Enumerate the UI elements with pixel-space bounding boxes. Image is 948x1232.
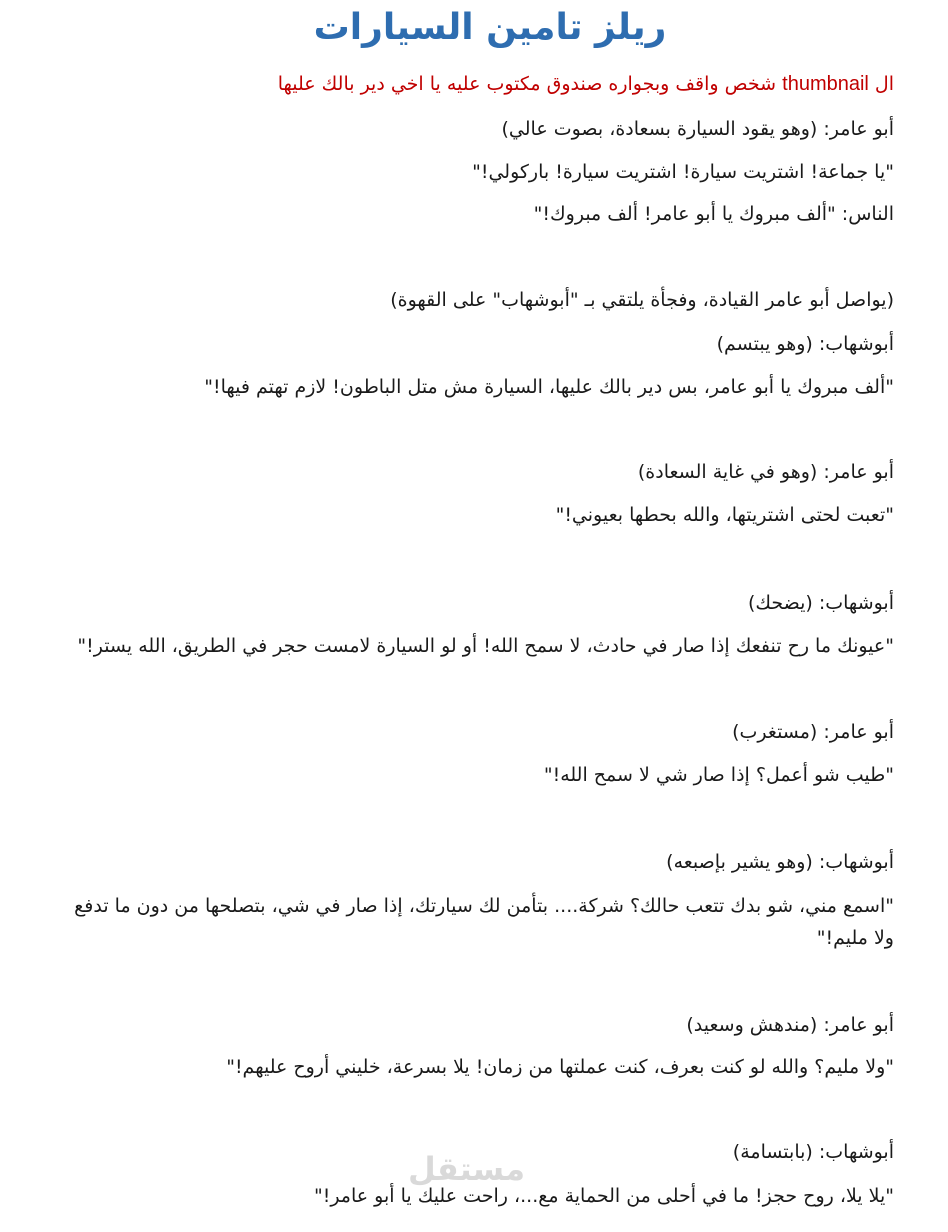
script-line: "طيب شو أعمل؟ إذا صار شي لا سمح الله!"	[543, 764, 894, 786]
script-line: "تعبت لحتى اشتريتها، والله بحطها بعيوني!"	[555, 504, 894, 526]
script-line: "ألف مبروك يا أبو عامر، بس دير بالك عليها، السيارة مش متل الباطون! لازم تهتم فيها!"	[204, 376, 894, 398]
thumbnail-note-prefix: ال	[874, 73, 894, 95]
script-line: (يواصل أبو عامر القيادة، وفجأة يلتقي بـ "أبوشهاب" على القهوة)	[390, 289, 894, 311]
thumbnail-note-latin: thumbnail	[782, 73, 869, 95]
script-line: أبوشهاب: (وهو يبتسم)	[716, 333, 894, 355]
script-line: "يا جماعة! اشتريت سيارة! اشتريت سيارة! باركولي!"	[472, 161, 894, 183]
script-line: أبو عامر: (وهو في غاية السعادة)	[637, 461, 894, 483]
thumbnail-note-text: شخص واقف وبجواره صندوق مكتوب عليه يا اخي دير بالك عليها	[277, 73, 777, 95]
script-line: أبو عامر: (مستغرب)	[732, 721, 894, 743]
document-title: ريلز تامين السيارات	[313, 7, 667, 48]
script-line: "اسمع مني، شو بدك تتعب حالك؟ شركة.... بتأمن لك سيارتك، إذا صار في شي، بتصلحها من دون ما تدفع ولا مليم!"	[74, 895, 894, 949]
watermark-text: مستقل	[408, 1150, 526, 1188]
script-line: "عيونك ما رح تنفعك إذا صار في حادث، لا سمح الله! أو لو السيارة لامست حجر في الطريق، الله يستر!"	[77, 635, 894, 657]
script-line: أبو عامر: (وهو يقود السيارة بسعادة، بصوت عالي)	[501, 118, 894, 140]
script-line: "ولا مليم؟ والله لو كنت بعرف، كنت عملتها من زمان! يلا بسرعة، خليني أروح عليهم!"	[226, 1056, 894, 1078]
script-line: أبوشهاب: (بابتسامة)	[732, 1141, 894, 1163]
thumbnail-note	[278, 69, 894, 99]
script-line: أبو عامر: (مندهش وسعيد)	[686, 1014, 894, 1036]
script-line: "يلا يلا، روح حجز! ما في أحلى من الحماية مع...، راحت عليك يا أبو عامر!"	[313, 1185, 894, 1207]
script-line: أبوشهاب: (يضحك)	[747, 592, 894, 614]
script-line: أبوشهاب: (وهو يشير بإصبعه)	[666, 851, 894, 873]
script-line: الناس: "ألف مبروك يا أبو عامر! ألف مبروك!"	[533, 203, 894, 225]
